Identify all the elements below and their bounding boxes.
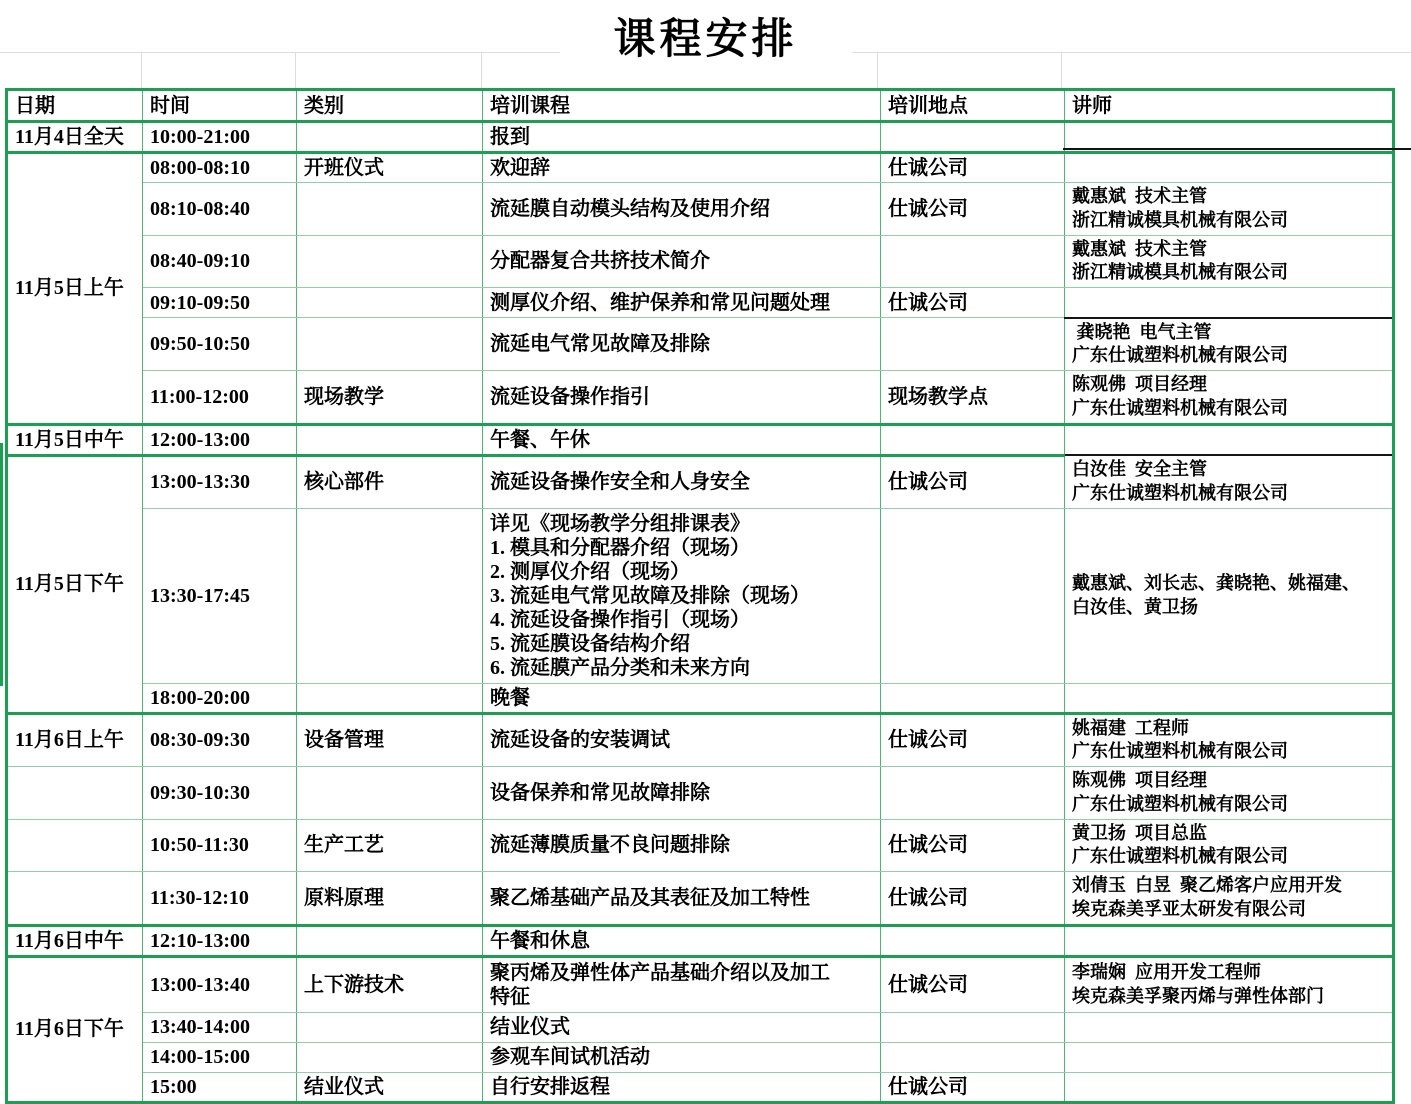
cell-location: 仕诚公司 xyxy=(881,713,1065,767)
cell-course xyxy=(483,1012,881,1042)
cell-date: 11月4日全天 xyxy=(7,122,143,153)
cell-time: 12:10-13:00 xyxy=(143,925,297,956)
cell-lecturer xyxy=(1065,235,1394,288)
cell-course-line: 流延薄膜质量不良问题排除 xyxy=(490,834,730,857)
cell-location: 仕诚公司 xyxy=(881,288,1065,318)
cell-course-line: 特征 xyxy=(490,985,530,1008)
cell-date xyxy=(7,819,143,872)
cell-category xyxy=(297,318,483,371)
cell-date: 11月5日中午 xyxy=(7,424,143,455)
cell-time: 08:10-08:40 xyxy=(143,183,297,236)
cell-time: 09:10-09:50 xyxy=(143,288,297,318)
cell-lecturer-line: 广东仕诚塑料机械有限公司 xyxy=(1072,741,1288,762)
cell-course-line: 晚餐 xyxy=(490,686,530,709)
cell-time: 10:00-21:00 xyxy=(143,122,297,153)
cell-course xyxy=(483,153,881,183)
cell-lecturer-line: 戴惠斌 技术主管 xyxy=(1072,238,1207,259)
cell-date xyxy=(7,767,143,820)
cell-lecturer-line: 广东仕诚塑料机械有限公司 xyxy=(1072,345,1288,366)
cell-lecturer xyxy=(1065,1042,1394,1072)
cell-lecturer-line: 李瑞娴 应用开发工程师 xyxy=(1072,961,1261,982)
col-header-0: 日期 xyxy=(7,90,143,122)
col-header-1: 时间 xyxy=(143,90,297,122)
cell-lecturer-line: 黄卫扬 项目总监 xyxy=(1072,822,1207,843)
cell-location: 仕诚公司 xyxy=(881,956,1065,1012)
cell-category xyxy=(297,1042,483,1072)
schedule-table xyxy=(5,88,1395,1104)
cell-lecturer xyxy=(1065,713,1394,767)
cell-time: 13:30-17:45 xyxy=(143,508,297,683)
cell-course xyxy=(483,455,881,508)
green-border-artifact xyxy=(0,443,3,686)
cell-category xyxy=(297,235,483,288)
cell-lecturer xyxy=(1065,183,1394,236)
cell-lecturer-line: 埃克森美孚聚丙烯与弹性体部门 xyxy=(1072,985,1324,1006)
cell-course-line: 2. 测厚仪介绍（现场） xyxy=(490,560,690,583)
cell-date xyxy=(7,872,143,926)
cell-lecturer-line: 龚晓艳 电气主管 xyxy=(1072,321,1212,342)
cell-category: 生产工艺 xyxy=(297,819,483,872)
cell-lecturer-line: 白汝佳 安全主管 xyxy=(1072,459,1207,479)
cell-location: 现场教学点 xyxy=(881,371,1065,425)
cell-course xyxy=(483,424,881,455)
cell-course-line: 流延设备的安装调试 xyxy=(490,729,670,752)
cell-course xyxy=(483,371,881,425)
black-border-artifact xyxy=(1063,148,1411,150)
cell-lecturer xyxy=(1065,424,1394,455)
cell-time: 08:30-09:30 xyxy=(143,713,297,767)
cell-lecturer-line: 陈观佛 项目经理 xyxy=(1072,770,1207,790)
cell-course xyxy=(483,1042,881,1072)
cell-lecturer xyxy=(1065,683,1394,713)
cell-location xyxy=(881,424,1065,455)
cell-category: 现场教学 xyxy=(297,371,483,425)
cell-time: 10:50-11:30 xyxy=(143,819,297,872)
cell-time: 11:00-12:00 xyxy=(143,371,297,425)
cell-course-line: 参观车间试机活动 xyxy=(490,1046,650,1068)
cell-location xyxy=(881,1012,1065,1042)
cell-lecturer xyxy=(1065,819,1394,872)
cell-location xyxy=(881,122,1065,153)
cell-location xyxy=(881,508,1065,683)
cell-course-line: 欢迎辞 xyxy=(490,157,550,179)
cell-category xyxy=(297,767,483,820)
cell-location: 仕诚公司 xyxy=(881,455,1065,508)
cell-category xyxy=(297,1012,483,1042)
page-title: 课程安排 xyxy=(613,15,798,62)
cell-course-line: 设备保养和常见故障排除 xyxy=(490,781,710,804)
cell-course-line: 流延膜自动模头结构及使用介绍 xyxy=(490,197,770,220)
cell-category: 原料原理 xyxy=(297,872,483,926)
cell-category xyxy=(297,122,483,153)
cell-location xyxy=(881,318,1065,371)
cell-course xyxy=(483,508,881,683)
cell-category: 结业仪式 xyxy=(297,1072,483,1102)
cell-location: 仕诚公司 xyxy=(881,183,1065,236)
cell-lecturer xyxy=(1065,767,1394,820)
cell-course-line: 详见《现场教学分组排课表》 xyxy=(490,512,750,535)
table-body xyxy=(7,122,1394,1103)
cell-course-line: 结业仪式 xyxy=(490,1016,570,1038)
cell-lecturer xyxy=(1065,153,1394,183)
cell-time: 09:50-10:50 xyxy=(143,318,297,371)
cell-location xyxy=(881,235,1065,288)
cell-time: 15:00 xyxy=(143,1072,297,1102)
cell-course-line: 报到 xyxy=(490,126,530,148)
cell-category: 核心部件 xyxy=(297,455,483,508)
cell-lecturer xyxy=(1065,318,1394,371)
cell-course xyxy=(483,683,881,713)
cell-lecturer-line: 戴惠斌 技术主管 xyxy=(1072,186,1207,206)
cell-category: 上下游技术 xyxy=(297,956,483,1012)
cell-time: 13:00-13:30 xyxy=(143,455,297,508)
cell-lecturer xyxy=(1065,872,1394,926)
cell-course xyxy=(483,956,881,1012)
cell-course-line: 分配器复合共挤技术简介 xyxy=(490,250,710,273)
cell-category xyxy=(297,183,483,236)
cell-location: 仕诚公司 xyxy=(881,1072,1065,1102)
cell-lecturer xyxy=(1065,508,1394,683)
cell-course xyxy=(483,767,881,820)
cell-location: 仕诚公司 xyxy=(881,153,1065,183)
cell-course-line: 4. 流延设备操作指引（现场） xyxy=(490,608,750,631)
cell-time: 11:30-12:10 xyxy=(143,872,297,926)
cell-course xyxy=(483,183,881,236)
cell-lecturer-line: 刘倩玉 白昱 聚乙烯客户应用开发 xyxy=(1072,875,1342,895)
cell-course-line: 聚乙烯基础产品及其表征及加工特性 xyxy=(490,886,810,909)
cell-date: 11月6日上午 xyxy=(7,713,143,767)
cell-course-line: 午餐和休息 xyxy=(490,929,590,952)
cell-time: 18:00-20:00 xyxy=(143,683,297,713)
cell-course xyxy=(483,819,881,872)
cell-course-line: 5. 流延膜设备结构介绍 xyxy=(490,632,690,655)
cell-category xyxy=(297,508,483,683)
col-header-3: 培训课程 xyxy=(483,90,881,122)
cell-course xyxy=(483,318,881,371)
cell-course-line: 6. 流延膜产品分类和未来方向 xyxy=(490,656,750,679)
table-header-row xyxy=(7,90,1394,122)
cell-course xyxy=(483,872,881,926)
col-header-2: 类别 xyxy=(297,90,483,122)
cell-lecturer-line: 埃克森美孚亚太研发有限公司 xyxy=(1072,898,1306,919)
cell-lecturer-line: 陈观佛 项目经理 xyxy=(1072,374,1207,394)
cell-time: 14:00-15:00 xyxy=(143,1042,297,1072)
col-header-5: 讲师 xyxy=(1065,90,1394,122)
cell-lecturer-line: 广东仕诚塑料机械有限公司 xyxy=(1072,397,1288,418)
cell-location xyxy=(881,1042,1065,1072)
cell-date: 11月5日上午 xyxy=(7,153,143,425)
cell-course-line: 测厚仪介绍、维护保养和常见问题处理 xyxy=(490,291,830,314)
cell-category xyxy=(297,288,483,318)
cell-lecturer xyxy=(1065,925,1394,956)
cell-date: 11月6日下午 xyxy=(7,956,143,1102)
cell-category xyxy=(297,424,483,455)
cell-date: 11月6日中午 xyxy=(7,925,143,956)
cell-course-line: 3. 流延电气常见故障及排除（现场） xyxy=(490,584,810,607)
cell-location: 仕诚公司 xyxy=(881,819,1065,872)
cell-lecturer xyxy=(1065,1012,1394,1042)
cell-course-line: 流延电气常见故障及排除 xyxy=(490,333,710,355)
cell-lecturer-line: 白汝佳、黄卫扬 xyxy=(1072,596,1198,617)
cell-location xyxy=(881,683,1065,713)
cell-lecturer xyxy=(1065,288,1394,318)
cell-course xyxy=(483,1072,881,1102)
cell-course-line: 聚丙烯及弹性体产品基础介绍以及加工 xyxy=(490,961,830,984)
cell-location xyxy=(881,925,1065,956)
cell-course-line: 流延设备操作指引 xyxy=(490,385,650,408)
cell-lecturer xyxy=(1065,956,1394,1012)
cell-course xyxy=(483,288,881,318)
col-header-4: 培训地点 xyxy=(881,90,1065,122)
cell-time: 13:40-14:00 xyxy=(143,1012,297,1042)
cell-lecturer-line: 广东仕诚塑料机械有限公司 xyxy=(1072,482,1288,503)
cell-lecturer-line: 戴惠斌、刘长志、龚晓艳、姚福建、 xyxy=(1072,572,1360,593)
cell-course-line: 午餐、午休 xyxy=(490,428,590,451)
cell-lecturer-line: 广东仕诚塑料机械有限公司 xyxy=(1072,846,1288,867)
cell-category: 开班仪式 xyxy=(297,153,483,183)
cell-course xyxy=(483,713,881,767)
cell-category: 设备管理 xyxy=(297,713,483,767)
cell-lecturer xyxy=(1065,455,1394,508)
cell-location xyxy=(881,767,1065,820)
cell-course xyxy=(483,122,881,153)
cell-course-line: 流延设备操作安全和人身安全 xyxy=(490,471,750,493)
cell-time: 09:30-10:30 xyxy=(143,767,297,820)
cell-category xyxy=(297,683,483,713)
cell-lecturer-line: 浙江精诚模具机械有限公司 xyxy=(1072,262,1288,283)
cell-lecturer-line: 姚福建 工程师 xyxy=(1072,717,1189,738)
cell-course xyxy=(483,235,881,288)
cell-lecturer xyxy=(1065,371,1394,425)
cell-time: 13:00-13:40 xyxy=(143,956,297,1012)
cell-course xyxy=(483,925,881,956)
cell-lecturer-line: 广东仕诚塑料机械有限公司 xyxy=(1072,793,1288,814)
cell-time: 08:00-08:10 xyxy=(143,153,297,183)
cell-course-line: 自行安排返程 xyxy=(490,1075,610,1098)
cell-lecturer-line: 浙江精诚模具机械有限公司 xyxy=(1072,209,1288,230)
cell-category xyxy=(297,925,483,956)
cell-location: 仕诚公司 xyxy=(881,872,1065,926)
cell-lecturer xyxy=(1065,1072,1394,1102)
cell-course-line: 1. 模具和分配器介绍（现场） xyxy=(490,536,750,559)
cell-time: 12:00-13:00 xyxy=(143,424,297,455)
cell-time: 08:40-09:10 xyxy=(143,235,297,288)
cell-date: 11月5日下午 xyxy=(7,455,143,713)
